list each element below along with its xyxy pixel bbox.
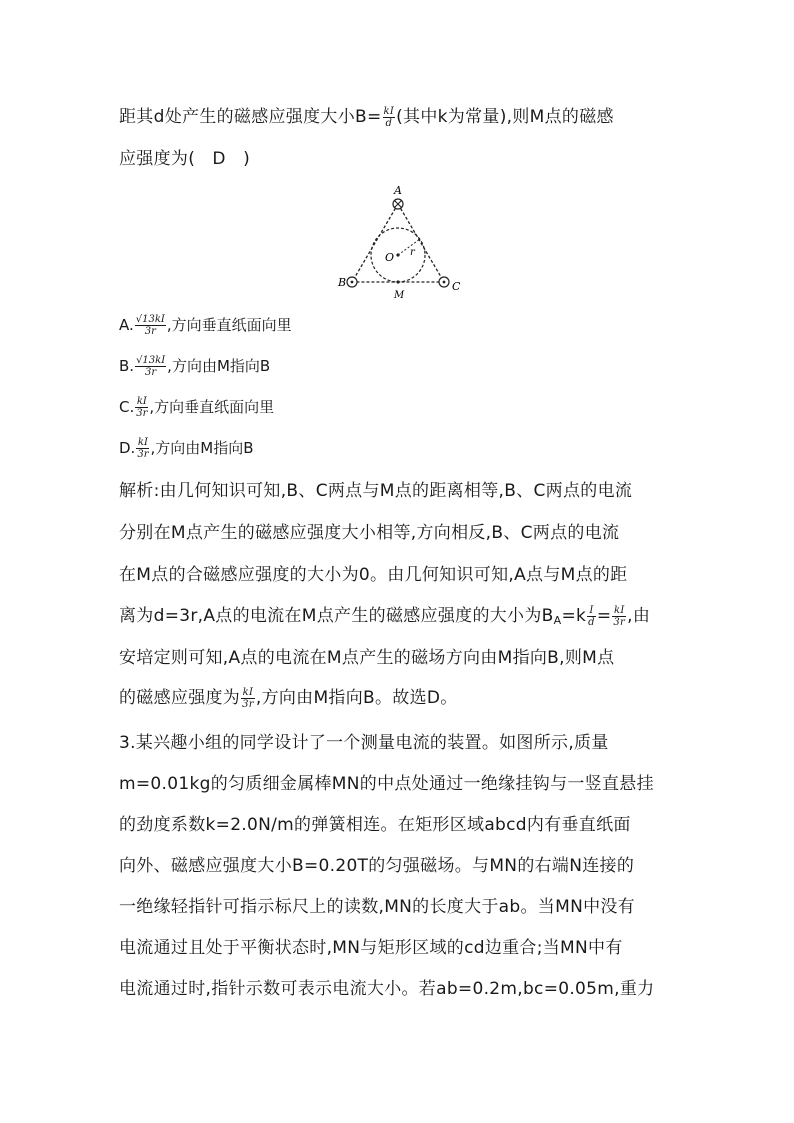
analysis-line-1: 解析:由几何知识可知,B、C两点与M点的距离相等,B、C两点的电流 (119, 481, 633, 501)
triangle-diagram (330, 182, 470, 302)
option-text: ,方向由M指向B (167, 357, 271, 375)
current-out-of-page-icon-b (347, 277, 357, 287)
question2-line1-pre: 距其d处产生的磁感应强度大小B= (119, 107, 382, 127)
fraction-denominator: d (385, 117, 393, 129)
radius-line (398, 239, 420, 255)
analysis-line-4 (119, 604, 650, 633)
analysis-line-3: 在M点的合磁感应强度的大小为0。由几何知识可知,A点与M点的距 (119, 565, 628, 585)
question3-line-2: m=0.01kg的匀质细金属棒MN的中点处通过一绝缘挂钩与一竖直悬挂 (119, 774, 654, 794)
analysis-line-5: 安培定则可知,A点的电流在M点产生的磁场方向由M指向B,则M点 (119, 648, 615, 668)
ki-over-3r-fraction (612, 605, 626, 628)
question3-line-3: 的劲度系数k=2.0N/m的弹簧相连。在矩形区域abcd内有垂直纸面 (119, 815, 631, 835)
option-text: ,方向由M指向B (150, 439, 254, 457)
analysis-line-2: 分别在M点产生的磁感应强度大小相等,方向相反,B、C两点的电流 (119, 523, 620, 543)
kI-over-d-fraction (383, 106, 396, 129)
i-over-d-fraction (587, 605, 596, 628)
fraction-denominator: 3r (144, 326, 156, 337)
fraction-denominator: d (588, 616, 595, 628)
question2-line2: 应强度为( D ) (119, 149, 251, 169)
label-o: O (385, 251, 395, 264)
option-fraction (135, 355, 166, 378)
analysis-k: =k (561, 606, 587, 626)
question3-line-6: 电流通过且处于平衡状态时,MN与矩形区域的cd边重合;当MN中有 (119, 938, 623, 958)
option-d (119, 437, 254, 460)
fraction-numerator: kI (242, 686, 254, 698)
option-label: D. (119, 439, 136, 457)
question3-line-1: 3.某兴趣小组的同学设计了一个测量电流的装置。如图所示,质量 (119, 733, 609, 753)
option-text: ,方向垂直纸面向里 (149, 398, 275, 416)
fraction-numerator: √13kI (135, 314, 165, 325)
option-label: C. (119, 398, 135, 416)
option-fraction (136, 437, 149, 460)
fraction-denominator: 3r (613, 616, 626, 628)
question2-line1 (119, 105, 614, 129)
dashed-triangle (352, 204, 444, 282)
option-text: ,方向垂直纸面向里 (166, 316, 292, 334)
label-c: C (452, 280, 461, 293)
option-label: A. (119, 316, 134, 334)
option-label: B. (119, 357, 135, 375)
analysis-line-6-pre: 的磁感应强度为 (119, 688, 241, 708)
analysis-line-4-pre: 离为d=3r,A点的电流在M点产生的磁感应强度的大小为B (119, 606, 554, 626)
fraction-denominator: 3r (137, 449, 149, 460)
point-m (396, 280, 399, 283)
question3-line-7: 电流通过时,指针示数可表示电流大小。若ab=0.2m,bc=0.05m,重力 (119, 979, 655, 999)
subscript-a: A (553, 614, 562, 627)
question3-line-5: 一绝缘轻指针可指示标尺上的读数,MN的长度大于ab。当MN中没有 (119, 897, 635, 917)
label-m: M (394, 290, 405, 301)
center-point-o (396, 253, 399, 256)
analysis-line-6-post: ,方向由M指向B。故选D。 (255, 688, 458, 708)
label-b: B (338, 276, 347, 289)
ki-over-3r-fraction (241, 687, 255, 710)
fraction-denominator: 3r (136, 408, 148, 419)
option-fraction (135, 314, 166, 337)
fraction-numerator: I (587, 605, 596, 617)
triangle-figure (330, 182, 470, 302)
current-into-page-icon (393, 199, 403, 209)
label-a: A (394, 184, 402, 197)
fraction-numerator: kI (136, 396, 147, 407)
question3-line-4: 向外、磁感应强度大小B=0.20T的匀强磁场。与MN的右端N连接的 (119, 856, 635, 876)
option-a (119, 314, 292, 337)
analysis-line-4-post: ,由 (627, 606, 651, 626)
analysis-equals: = (596, 606, 612, 626)
fraction-numerator: kI (383, 105, 395, 117)
fraction-numerator: kI (613, 604, 625, 616)
fraction-numerator: kI (137, 437, 148, 448)
current-out-of-page-icon-c (439, 277, 449, 287)
fraction-denominator: 3r (242, 698, 254, 710)
option-fraction (135, 396, 148, 419)
fraction-numerator: √13kI (136, 355, 166, 366)
fraction-denominator: 3r (145, 367, 157, 378)
label-r: r (410, 247, 415, 258)
question2-line1-post: (其中k为常量),则M点的磁感 (396, 107, 614, 127)
option-c (119, 396, 274, 419)
option-b (119, 355, 270, 378)
analysis-line-6 (119, 686, 458, 710)
